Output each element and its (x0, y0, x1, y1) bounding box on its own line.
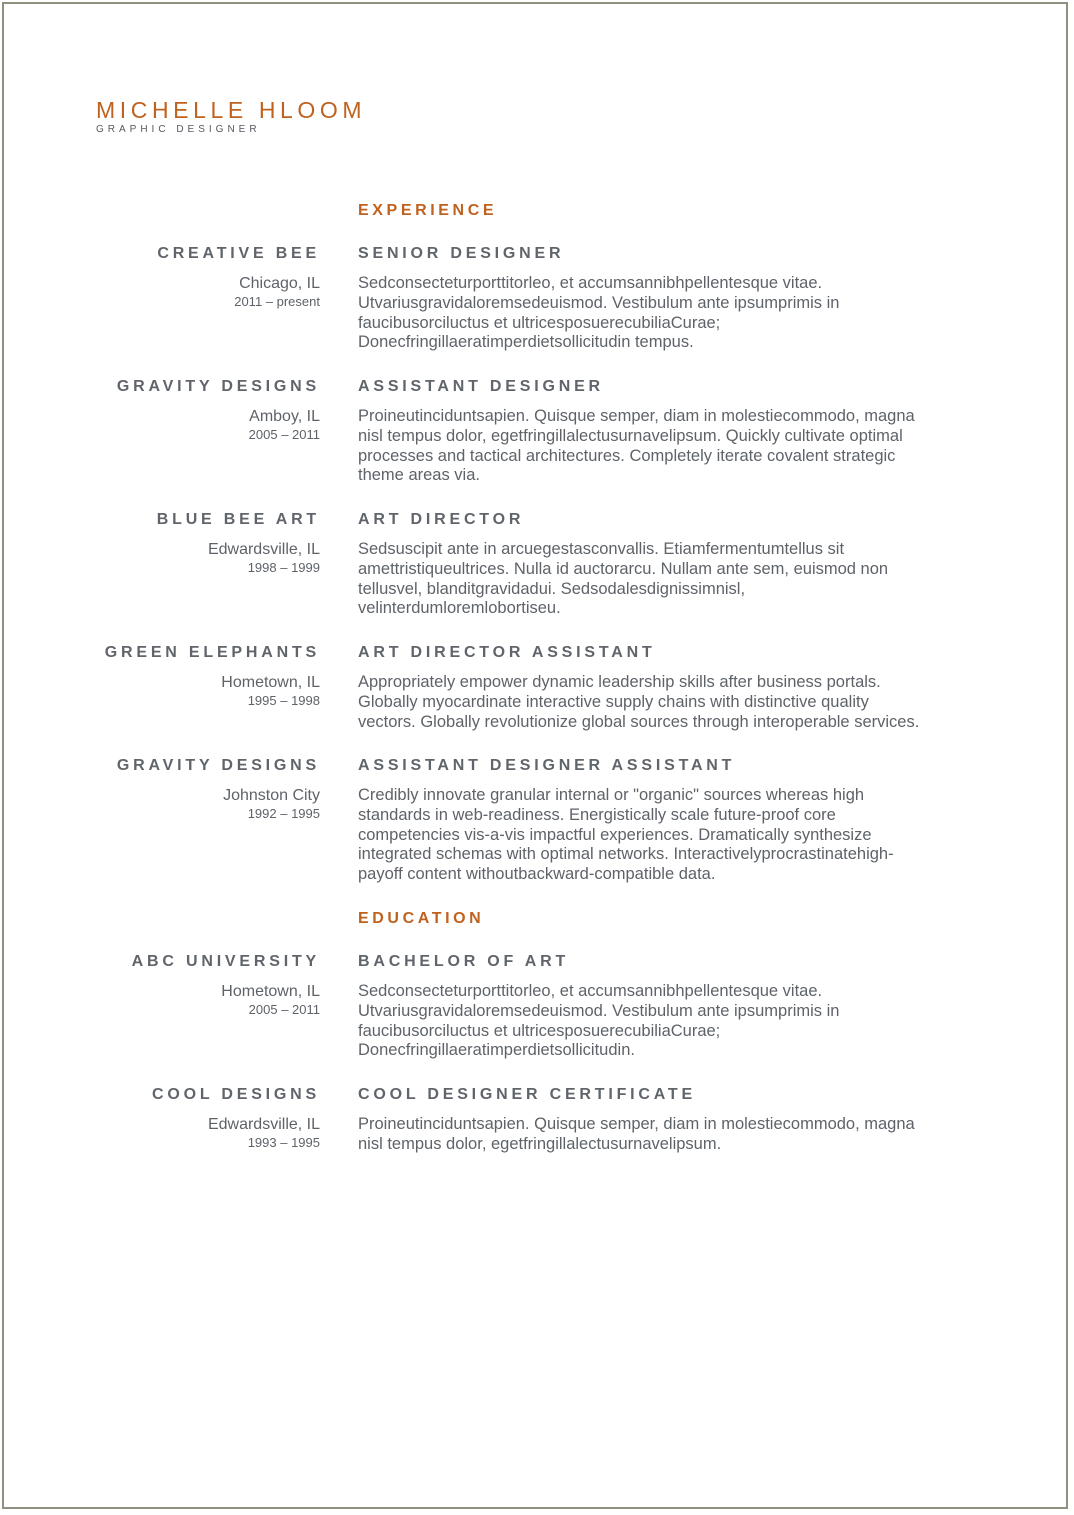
experience-role: ART DIRECTOR ASSISTANT (358, 644, 656, 661)
experience-detail (358, 377, 998, 486)
experience-description (358, 540, 998, 619)
experience-meta (20, 643, 320, 709)
description-line: theme areas via. (358, 466, 480, 485)
description-line: Proineutinciduntsapien. Quisque semper, diam in molestiecommodo, magna (358, 1115, 915, 1133)
description-line: integrated schemas with optimal networks. Interactivelyprocrastinatehigh- (358, 845, 894, 864)
experience-description (358, 673, 998, 732)
education-description (358, 982, 998, 1061)
education-degree: COOL DESIGNER CERTIFICATE (358, 1086, 696, 1103)
experience-role: ASSISTANT DESIGNER ASSISTANT (358, 757, 736, 774)
experience-meta (20, 377, 320, 443)
description-line: Donecfringillaeratimperdietsollicitudin tempus. (358, 333, 694, 352)
experience-location: Johnston City (223, 787, 320, 804)
experience-org: BLUE BEE ART (156, 511, 320, 528)
description-line: standards in web-readiness. Energistically scale future-proof core (358, 805, 836, 824)
education-meta (20, 952, 320, 1018)
description-line: Sedsuscipit ante in arcuegestasconvallis. Etiamfermentumtellus sit (358, 540, 845, 558)
experience-role: ASSISTANT DESIGNER (358, 378, 604, 395)
education-description (358, 1115, 998, 1155)
experience-org: GRAVITY DESIGNS (116, 378, 320, 395)
description-line: faucibusorciluctus et ultricesposuerecubiliaCurae; (358, 313, 721, 332)
description-line: velinterdumloremlobortiseu. (358, 599, 561, 618)
experience-meta (20, 244, 320, 310)
description-line: Sedconsecteturporttitorleo, et accumsannibhpellentesque vitae. (358, 982, 823, 1000)
candidate-title: GRAPHIC DESIGNER (96, 124, 261, 135)
experience-meta (20, 510, 320, 576)
experience-location: Edwardsville, IL (207, 541, 320, 558)
description-line: vectors. Globally revolutionize global sources through interoperable services. (358, 712, 920, 731)
section-title-experience: EXPERIENCE (358, 202, 498, 219)
experience-description (358, 274, 998, 353)
description-line: payoff content withoutbackward-compatible data. (358, 865, 716, 884)
description-line: Utvariusgravidaloremsedeuismod. Vestibulum ante ipsumprimis in (358, 1001, 840, 1020)
experience-role: SENIOR DESIGNER (358, 245, 565, 262)
experience-org: CREATIVE BEE (157, 245, 320, 262)
description-line: Utvariusgravidaloremsedeuismod. Vestibulum ante ipsumprimis in (358, 293, 840, 312)
resume-header (96, 96, 366, 136)
experience-location: Hometown, IL (221, 674, 320, 691)
section-title-education: EDUCATION (358, 910, 485, 927)
experience-description (358, 786, 998, 885)
description-line: competencies vis-a-vis impactful experiences. Dramatically synthesize (358, 825, 872, 844)
experience-dates: 2005 – 2011 (248, 427, 320, 442)
experience-role: ART DIRECTOR (358, 511, 525, 528)
education-location: Edwardsville, IL (207, 1116, 320, 1133)
education-dates: 2005 – 2011 (248, 1002, 320, 1017)
experience-detail (358, 756, 998, 885)
description-line: Donecfringillaeratimperdietsollicitudin. (358, 1041, 635, 1060)
experience-dates: 1995 – 1998 (247, 693, 320, 708)
experience-dates: 1998 – 1999 (247, 560, 320, 575)
description-line: tellusvel, blanditgravidadui. Sedsodalesdignissimnisl, (358, 579, 746, 598)
description-line: Credibly innovate granular internal or "organic" sources whereas high (358, 786, 865, 804)
education-detail (358, 952, 998, 1061)
education-degree: BACHELOR OF ART (358, 953, 570, 970)
description-line: processes and tactical architectures. Completely iterate covalent strategic (358, 446, 896, 465)
description-line: faucibusorciluctus et ultricesposuerecubiliaCurae; (358, 1021, 721, 1040)
education-dates: 1993 – 1995 (247, 1135, 320, 1150)
candidate-name: MICHELLE HLOOM (96, 97, 367, 123)
education-location: Hometown, IL (221, 983, 320, 1000)
experience-dates: 1992 – 1995 (247, 806, 320, 821)
experience-description (358, 407, 998, 486)
experience-meta (20, 756, 320, 822)
description-line: Sedconsecteturporttitorleo, et accumsannibhpellentesque vitae. (358, 274, 823, 292)
description-line: nisl tempus dolor, egetfringillalectusurnavelipsum. (358, 1134, 722, 1153)
education-detail (358, 1085, 998, 1155)
experience-org: GRAVITY DESIGNS (116, 757, 320, 774)
experience-detail (358, 510, 998, 619)
description-line: Appropriately empower dynamic leadership skills after business portals. (358, 673, 881, 691)
experience-detail (358, 643, 998, 732)
description-line: Globally myocardinate interactive supply chains with distinctive quality (358, 692, 869, 711)
experience-location: Amboy, IL (249, 408, 320, 425)
experience-detail (358, 244, 998, 353)
experience-dates: 2011 – present (234, 294, 320, 309)
education-org: ABC UNIVERSITY (131, 953, 320, 970)
description-line: amettristiqueultrices. Nulla id auctorarcu. Nullam ante sem, euismod non (358, 559, 889, 578)
experience-org: GREEN ELEPHANTS (104, 644, 320, 661)
experience-location: Chicago, IL (239, 275, 320, 292)
description-line: nisl tempus dolor, egetfringillalectusurnavelipsum. Quickly cultivate optimal (358, 426, 903, 445)
description-line: Proineutincid​untsapien. Quisque semper, diam in molestiecommodo, magna (358, 407, 915, 425)
education-meta (20, 1085, 320, 1151)
education-org: COOL DESIGNS (152, 1086, 320, 1103)
